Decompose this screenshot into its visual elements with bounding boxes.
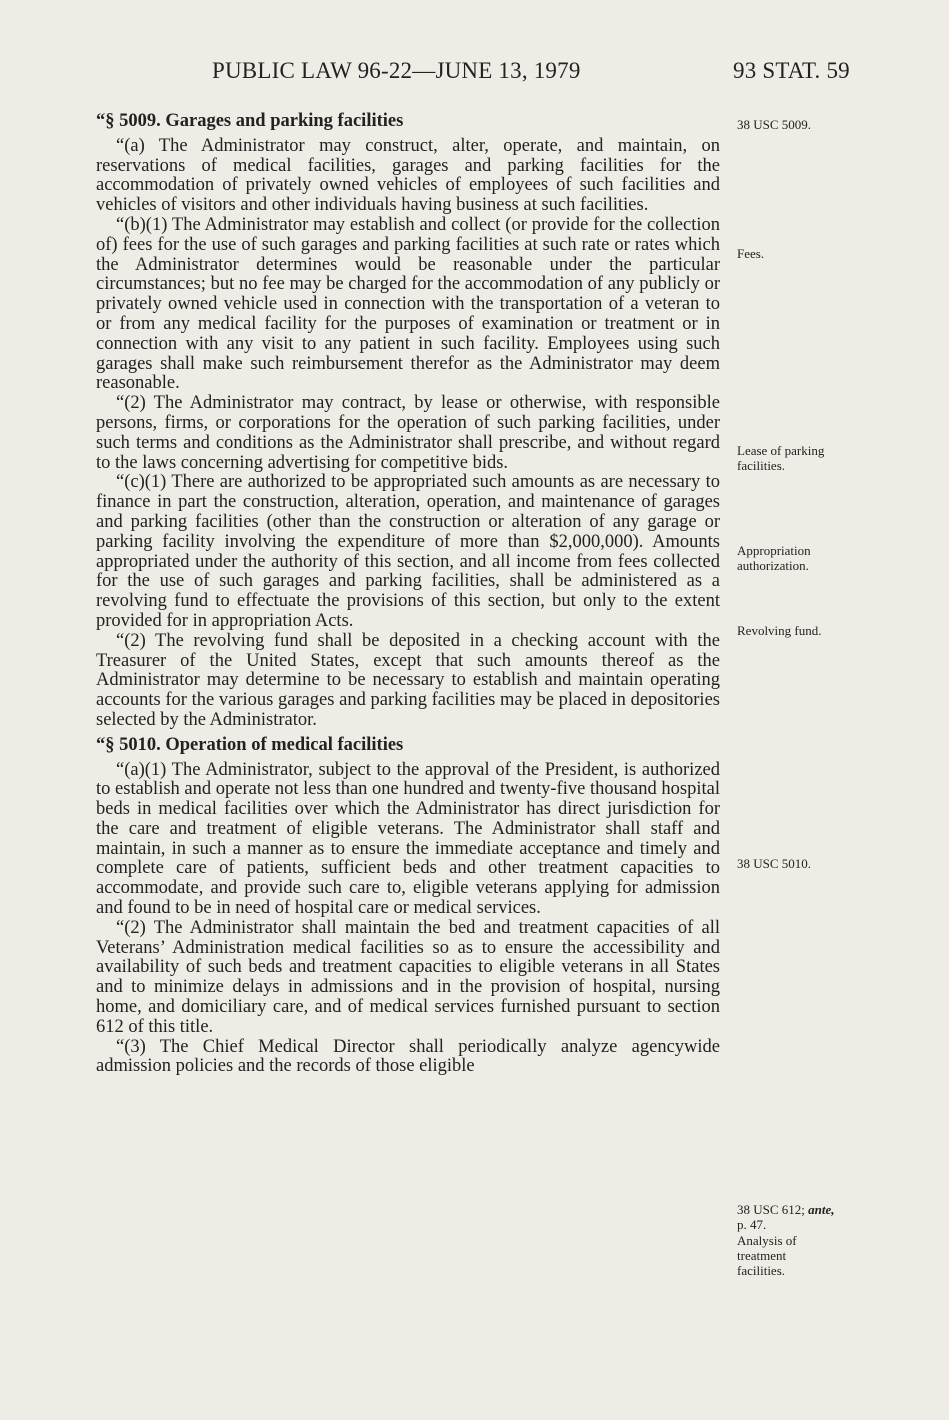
paragraph-5010-a1: “(a)(1) The Administrator, subject to the approval of the President, is authorized to establish and operate not less than one hundred and twenty-five thousand hospital beds in medical facilities over which the Administrator has direct jurisdiction for the care and treatment of eligible veterans. The Administrator shall staff and maintain, in such a manner as to ensure the immediate acceptance and timely and complete care of patients, sufficient beds and other treatment capacities to accommodate, and provide such care to, eligible veterans applying for admission and found to be in need of hospital care or medical services. [96, 759, 720, 919]
section-heading-5010: “§ 5010. Operation of medical facilities [96, 734, 404, 755]
margin-note-usc-5009: 38 USC 5009. [737, 117, 812, 132]
paragraph-5010-a2: “(2) The Administrator shall maintain the bed and treatment capacities of all Veterans’ Administration medical facilities so as to ensure the accessibility and availability of such beds and treatment capacities to eligible veterans in all States and to minimize delays in admissions and in the provision of hospital, nursing home, and domiciliary care, and of medical services furnished pursuant to section 612 of this title. [96, 917, 720, 1037]
margin-note-usc-612-ante: ante, [808, 1202, 835, 1217]
statute-page-number: 93 STAT. 59 [733, 58, 850, 83]
margin-note-usc-612 [737, 1202, 872, 1232]
margin-note-usc-612-page: p. 47. [737, 1217, 767, 1232]
margin-note-usc-5010: 38 USC 5010. [737, 856, 812, 871]
margin-note-revolving-fund: Revolving fund. [737, 623, 822, 638]
main-text-column [96, 112, 720, 1077]
margin-note-analysis: Analysis of treatment facilities. [737, 1233, 797, 1278]
paragraph-5009-c1: “(c)(1) There are authorized to be appropriated such amounts as are necessary to finance in part the construction, alteration, operation, and maintenance of garages and parking facilities (other than the construction or alteration of any garage or parking facility involving the expenditure of more than $2,000,000). Amounts appropriated under the authority of this section, and all income from fees collected for the use of such garages and parking facilities, shall be administered as a revolving fund to effectuate the provisions of this section, but only to the extent provided for in appropriation Acts. [96, 472, 720, 631]
margin-note-usc-612-cite: 38 USC 612; [737, 1202, 809, 1217]
margin-note-fees: Fees. [737, 246, 765, 261]
paragraph-5009-a: “(a) The Administrator may construct, alter, operate, and maintain, on reservations of medical facilities, garages and parking facilities for the accommodation of privately owned vehicles of employees of such facilities and vehicles of visitors and other individuals having business at such facilities. [96, 135, 720, 216]
section-heading-5009: “§ 5009. Garages and parking facilities [96, 111, 404, 131]
paragraph-5009-b2: “(2) The Administrator may contract, by lease or otherwise, with responsible persons, firms, or corporations for the operation of such parking facilities, under such terms and conditions as the Administrator shall prescribe, and without regard to the laws concerning advertising for competitive bids. [96, 393, 720, 473]
margin-note-lease: Lease of parking facilities. [737, 443, 825, 473]
paragraph-5009-b1: “(b)(1) The Administrator may establish and collect (or provide for the collection of) fees for the use of such garages and parking facilities at such rate or rates which the Administrator determines would be reasonable under the particular circumstances; but no fee may be charged for the accommodation of any publicly or privately owned vehicle used in connection with the transportation of a veteran to or from any medical facility for the purposes of examination or treatment or in connection with any visit to any patient in such facility. Employees using such garages shall make such reimbursement therefor as the Administrator may deem reasonable. [96, 214, 720, 394]
paragraph-5009-c2: “(2) The revolving fund shall be deposited in a checking account with the Treasurer of the United States, except that such amounts thereof as the Administrator may determine to be necessary to establish and maintain operating accounts for the various garages and parking facilities may be placed in depositories selected by the Administrator. [96, 630, 720, 730]
margin-note-appropriation: Appropriation authorization. [737, 543, 811, 573]
paragraph-5010-a3: “(3) The Chief Medical Director shall periodically analyze agencywide admission policies and the records of those eligible [96, 1036, 720, 1077]
running-header-title: PUBLIC LAW 96-22—JUNE 13, 1979 [212, 58, 581, 83]
